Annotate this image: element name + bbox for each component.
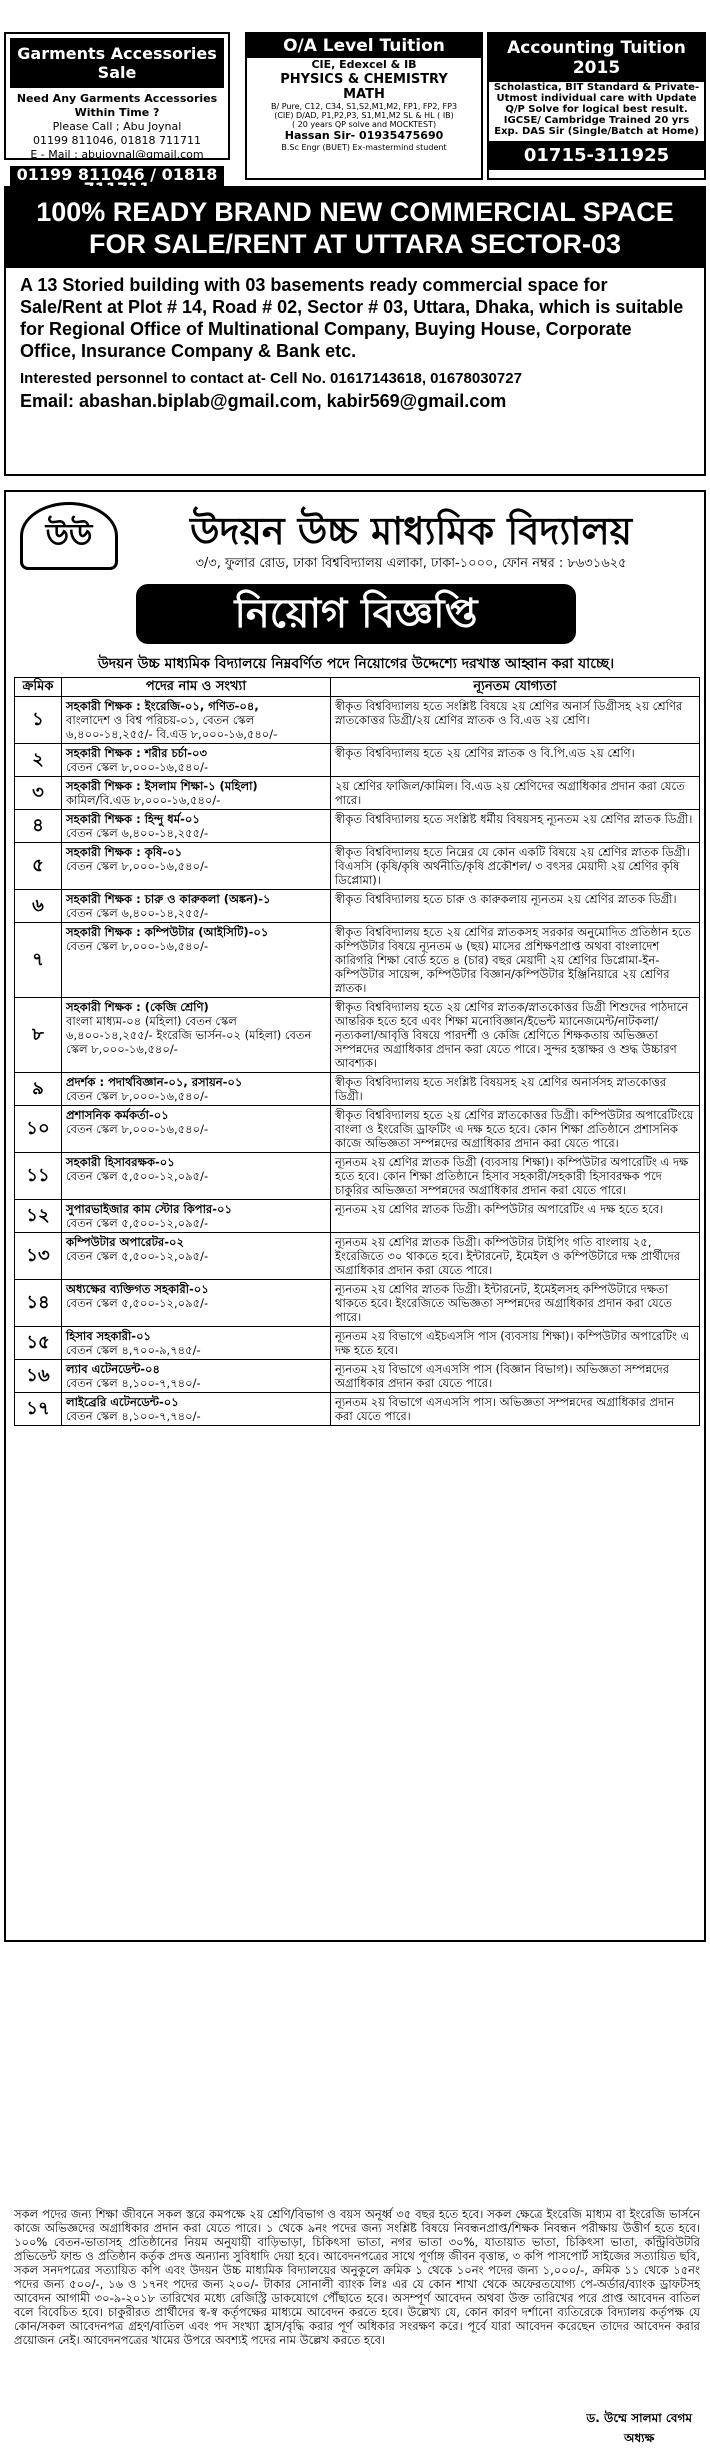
- row-post: [62, 998, 331, 1073]
- table-row: [15, 697, 700, 744]
- row-serial: ১৫: [15, 1327, 62, 1360]
- row-post-title: অধ্যক্ষের ব্যক্তিগত সহকারী-০১: [66, 1282, 209, 1296]
- row-qualification: স্বীকৃত বিশ্ববিদ্যালয় হতে ২য় শ্রেণির স্নাতকোত্তর ডিগ্রী। কম্পিউটার অপারেটিংয়ে বাংলা ও ইংরেজি ড্রাফটিং এ দক্ষ হতে হবে। কোন শিক্ষা প্রতিষ্ঠানে প্রশাসনিক কাজে অভিজ্ঞতা সম্পন্নদের অগ্রাধিকার প্রদান করা যেতে পারে।: [331, 1106, 700, 1153]
- garments-ad: [4, 32, 230, 184]
- row-qualification: ন্যূনতম ২য় বিভাগে এসএসসি পাস। অভিজ্ঞতা সম্পন্নদের অগ্রাধিকার প্রদান করা যেতে পারে।: [331, 1393, 700, 1426]
- row-qualification: ন্যূনতম ২য় শ্রেণির স্নাতক ডিগ্রী (ব্যবসায় শিক্ষা)। কম্পিউটার অপারেটিং এ দক্ষ হতে হবে। কোন শিক্ষা প্রতিষ্ঠানে হিসাব সহকারী/সহকারী হিসাবরক্ষক পদে চাকুরির অভিজ্ঞতা সম্পন্নদের অগ্রাধিকার প্রদান করা যেতে পারে।: [331, 1153, 700, 1200]
- row-post: [62, 1280, 331, 1327]
- row-post-title: সুপারভাইজার কাম স্টোর কিপার-০১: [66, 1202, 232, 1216]
- tuition-ad-line3: ( 20 years QP solve and MOCKTEST): [291, 120, 437, 129]
- school-address: ৩/৩, ফুলার রোড, ঢাকা বিশ্ববিদ্যালয় এলাকা, ঢাকা-১০০০, ফোন নম্বর : ৮৬৩১৬২৫: [195, 556, 627, 571]
- commercial-space-ad: [4, 186, 706, 476]
- row-post-detail: বেতন স্কেল ৮,০০০-১৬,৫৪০/-: [66, 1089, 209, 1103]
- row-qualification: স্বীকৃত বিশ্ববিদ্যালয় হতে নিম্নের যে কোন একটি বিষয়ে ২য় শ্রেণির স্নাতক ডিগ্রী। বিএসসি (কৃষি/কৃষি অর্থনীতি/কৃষি প্রকৌশল/ ৩ বৎসর মেয়াদী ২য় শ্রেণির কৃষি ডিপ্লোমা)।: [331, 843, 700, 890]
- table-row: [15, 777, 700, 810]
- posts-table: [14, 677, 700, 1426]
- notice-footer: সকল পদের জন্য শিক্ষা জীবনে সকল স্তরে কমপক্ষে ২য় শ্রেণি/বিভাগ ও বয়স অনূর্ধ্ব ৩৫ বছর হতে হবে। সকল ক্ষেত্রে ইংরেজি মাধ্যম বা ইংরেজি ভার্সনে কাজে অভিজ্ঞদের অগ্রাধিকার প্রদান করা যেতে পারে। ১ থেকে ৯নং পদের জন্য সংশ্লিষ্ট বিষয়ে নিবন্ধনপ্রাপ্ত/শিক্ষক নিবন্ধন পরীক্ষায় উত্তীর্ণ হতে হবে। ১০০% বেতন-ভাতাসহ প্রতিষ্ঠানের নিয়ম অনুযায়ী বাড়িভাড়া, চিকিৎসা ভাতা, নগর ভাতা ৩০%, যাতায়াত ভাতা, চিকিৎসা ভাতা, কন্ট্রিবিউটরি প্রভিডেন্ট ফান্ড ও প্রতিষ্ঠান কর্তৃক প্রদত্ত অন্যান্য সুবিধাদি দেয়া হবে। আবেদনপত্রের সাথে পূর্ণাঙ্গ জীবন বৃত্তান্ত, ৩ কপি পাসপোর্ট সাইজের সত্যায়িত ছবি, সকল সনদপত্রের সত্যায়িত কপি এবং উদয়ন উচ্চ মাধ্যমিক বিদ্যালয়ের অনুকূলে ক্রমিক ১ থেকে ১০নং পদের জন্য ১,০০০/-, ক্রমিক ১১ থেকে ১৫নং পদের জন্য ৫০০/-, ১৬ ও ১৭নং পদের জন্য ২০০/- টাকার সোনালী ব্যাংক লিঃ এর যে কোন শাখা থেকে অফেরতযোগ্য পে-অর্ডার/ব্যাংক ড্রাফটসহ আবেদন আগামী ৩০-৯-২০১৮ তারিখের মধ্যে রেজিস্ট্রি ডাকযোগে পৌঁছাতে হবে। অসম্পূর্ণ আবেদন অথবা উক্ত তারিখের পরে প্রাপ্ত আবেদন বাতিল বলে বিবেচিত হবে। চাকুরীরত প্রার্থীদের স্ব-স্ব কর্তৃপক্ষের মাধ্যমে আবেদন করতে হবে। উল্লেখ্য যে, কোন কারণ দর্শানো ব্যতিরেকে বিদ্যালয় কর্তৃপক্ষ যে কোন/সকল আবেদনপত্র গ্রহণ/বাতিল এবং পদ সংখ্যা হ্রাস/বৃদ্ধি করার পূর্ণ অধিকার সংরক্ষণ করে। পূর্বে যারা আবেদন করেছেন তাদের আবেদন করার প্রয়োজন নেই। আবেদনপত্রের খামের উপরে অবশ্যই পদের নাম উল্লেখ করতে হবে।: [14, 2207, 700, 2347]
- row-post-detail: বেতন স্কেল ৫,৫০০-১২,০৯৫/-: [66, 1249, 209, 1263]
- table-row: [15, 1073, 700, 1106]
- row-post-title: সহকারী হিসাবরক্ষক-০১: [66, 1155, 175, 1169]
- accounting-ad-line1: Scholastica, BIT Standard & Private-: [493, 82, 700, 93]
- row-post-title: হিসাব সহকারী-০১: [66, 1329, 152, 1343]
- row-post: [62, 1360, 331, 1393]
- row-post-title: প্রদর্শক : পদার্থবিজ্ঞান-০১, রসায়ন-০১: [66, 1075, 243, 1089]
- row-qualification: ন্যূনতম ২য় শ্রেণির স্নাতক ডিগ্রী। কম্পিউটার টাইপিং গতি বাংলায় ২৫, ইংরেজিতে ৩০ থাকতে হবে। ইন্টারনেট, ইমেইল ও কম্পিউটারে দক্ষ প্রার্থীদের অগ্রাধিকার প্রদান করা যেতে পারে।: [331, 1233, 700, 1280]
- row-serial: ১৬: [15, 1360, 62, 1393]
- signer-title: অধ্যক্ষ: [624, 2431, 655, 2445]
- row-serial: ১০: [15, 1106, 62, 1153]
- row-post-detail: বেতন স্কেল ৮,০০০-১৬,৫৪০/-: [66, 760, 209, 774]
- accounting-ad-line4: IGCSE/ Cambridge Trained 20 yrs: [503, 115, 690, 126]
- row-serial: ৫: [15, 843, 62, 890]
- row-qualification: স্বীকৃত বিশ্ববিদ্যালয় হতে চারু ও কারুকলায় ন্যূনতম ২য় শ্রেণির স্নাতক ডিগ্রী।: [331, 890, 700, 923]
- row-post-detail: বেতন স্কেল ৪,১০০-৭,৭৪০/-: [66, 1376, 201, 1390]
- commercial-ad-body: A 13 Storied building with 03 basements ready commercial space for Sale/Rent at Plot # 14, Road # 02, Sector # 03, Uttara, Dhaka, which is suitable for Regional Office of Multinational Company, Buying House, Corporate Office, Insurance Company & Bank etc.: [20, 275, 684, 361]
- row-post-title: কম্পিউটার অপারেটর-০২: [66, 1235, 184, 1249]
- row-post-detail: বেতন স্কেল ৮,০০০-১৬,৫৪০/-: [66, 1122, 209, 1136]
- header-post: পদের নাম ও সংখ্যা: [62, 678, 331, 697]
- row-serial: ২: [15, 744, 62, 777]
- row-post: [62, 923, 331, 998]
- row-post-title: ল্যাব এটেনডেন্ট-০৪: [66, 1362, 160, 1376]
- row-post-title: সহকারী শিক্ষক : চারু ও কারুকলা (অঙ্কন)-১: [66, 892, 271, 906]
- garments-ad-email: E - Mail : abujoynal@gmail.com: [30, 148, 204, 161]
- row-serial: ১: [15, 697, 62, 744]
- row-post-detail: বেতন স্কেল ৬,৪০০-১৪,২৫৫/-: [66, 826, 209, 840]
- tuition-ad-line1: B/ Pure, C12, C34, S1,S2,M1,M2, FP1, FP2, FP3: [270, 102, 458, 111]
- notice-title: নিয়োগ বিজ্ঞপ্তি: [136, 584, 576, 644]
- commercial-ad-title-2: FOR SALE/RENT AT UTTARA SECTOR-03: [88, 229, 621, 259]
- row-serial: ১২: [15, 1200, 62, 1233]
- row-post-title: সহকারী শিক্ষক : ইসলাম শিক্ষা-১ (মহিলা): [66, 779, 258, 793]
- row-post: [62, 810, 331, 843]
- row-serial: ১৭: [15, 1393, 62, 1426]
- row-qualification: স্বীকৃত বিশ্ববিদ্যালয় হতে ২য় শ্রেণির স্নাতক/স্নাতকোত্তর ডিগ্রী শিশুদের পাঠদানে আন্তরিক হতে হবে এবং শিক্ষা মনোবিজ্ঞান/ইভেন্ট ম্যানেজমেন্ট/নাটকলা/নৃত্যকলা/আবৃত্তি বিষয়ে পারদর্শী ও কেজি শ্রেণিতে শিক্ষকতায় অভিজ্ঞতা সম্পন্নদের অগ্রাধিকার প্রদান করা যেতে পারে। সুন্দর হস্তাক্ষর ও শুদ্ধ উচ্চারণ আবশ্যক।: [331, 998, 700, 1073]
- row-post-title: সহকারী শিক্ষক : শরীর চর্চা-০৩: [66, 746, 207, 760]
- table-row: [15, 1106, 700, 1153]
- row-post-detail: বেতন স্কেল ৮,০০০-১৬,৫৪০/-: [66, 939, 209, 953]
- tuition-ad-math: MATH: [343, 87, 385, 102]
- row-post-detail: বেতন স্কেল ৫,৫০০-১২,০৯৫/-: [66, 1296, 209, 1310]
- row-post-detail: বেতন স্কেল ৬,৪০০-১৪,২৫৫/-: [66, 906, 209, 920]
- commercial-ad-title-1: 100% READY BRAND NEW COMMERCIAL SPACE: [36, 197, 674, 227]
- table-row: [15, 1393, 700, 1426]
- row-post-title: সহকারী শিক্ষক : হিন্দু ধর্ম-০১: [66, 812, 200, 826]
- garments-ad-phones: 01199 811046, 01818 711711: [33, 134, 201, 147]
- row-post-detail: বেতন স্কেল ৫,৫০০-১২,০৯৫/-: [66, 1216, 209, 1230]
- row-qualification: ন্যূনতম ২য় বিভাগে এসএসসি পাস (বিজ্ঞান বিভাগ)। অভিজ্ঞতা সম্পন্নদের অগ্রাধিকার প্রদান করা যেতে পারে।: [331, 1360, 700, 1393]
- row-post-detail: বেতন স্কেল ৪,১০০-৭,৭৪০/-: [66, 1409, 201, 1423]
- row-post: [62, 843, 331, 890]
- school-logo: উউ: [20, 502, 118, 570]
- table-row: [15, 744, 700, 777]
- row-post: [62, 1073, 331, 1106]
- tuition-ad-subjects: PHYSICS & CHEMISTRY: [280, 72, 448, 87]
- row-post-detail: কামিল/বি.এড ৮,০০০-১৬,৫৪০/-: [66, 793, 221, 807]
- table-row: [15, 923, 700, 998]
- garments-ad-line2: Within Time ?: [74, 106, 160, 119]
- row-post-detail: বাংলাদেশ ও বিশ্ব পরিচয়-০১, বেতন স্কেল ৬,৪০০-১৪,২৫৫/- বি.এড ৮,০০০-১৬,৫৪০/-: [66, 713, 278, 741]
- row-qualification: ন্যূনতম ২য় বিভাগে এইচএসসি পাস (ব্যবসায় শিক্ষা)। কম্পিউটার অপারেটিং এ দক্ষ হতে হবে।: [331, 1327, 700, 1360]
- tuition-ad: [245, 32, 483, 180]
- commercial-ad-email: Email: abashan.biplab@gmail.com, kabir569@gmail.com: [20, 391, 507, 411]
- row-serial: ১৪: [15, 1280, 62, 1327]
- row-post-title: সহকারী শিক্ষক : ইংরেজি-০১, গণিত-০৪,: [66, 699, 259, 713]
- row-qualification: ২য় শ্রেণির ফাজিল/কামিল। বি.এড ২য় শ্রেণিদের অগ্রাধিকার প্রদান করা যেতে পারে।: [331, 777, 700, 810]
- row-post-title: সহকারী শিক্ষক : (কেজি শ্রেণি): [66, 1000, 209, 1014]
- table-row: [15, 810, 700, 843]
- row-qualification: স্বীকৃত বিশ্ববিদ্যালয় হতে ২য় শ্রেণির স্নাতকসহ সরকার অনুমোদিত প্রতিষ্ঠান হতে কম্পিউটার বিষয়ে ন্যূনতম ৬ (ছয়) মাসের প্রশিক্ষণপ্রাপ্ত অথবা বাংলাদেশ কারিগরি শিক্ষা বোর্ড হতে ৪ (চার) বছর মেয়াদী ২য় শ্রেণির ডিপ্লোমা-ইন-কম্পিউটার সায়েন্স, কম্পিউটার বিজ্ঞান/কম্পিউটার ইঞ্জিনিয়ারে ২য় শ্রেণির স্নাতক।: [331, 923, 700, 998]
- row-post: [62, 890, 331, 923]
- row-post: [62, 1153, 331, 1200]
- row-post-title: সহকারী শিক্ষক : কৃষি-০১: [66, 845, 183, 859]
- row-post-title: সহকারী শিক্ষক : কম্পিউটার (আইসিটি)-০১: [66, 925, 269, 939]
- recruitment-notice: [4, 490, 706, 2445]
- row-serial: ৩: [15, 777, 62, 810]
- header-serial: ক্রমিক: [15, 678, 62, 697]
- row-serial: ১৩: [15, 1233, 62, 1280]
- commercial-ad-contact: Interested personnel to contact at- Cell No. 01617143618, 01678030727: [20, 370, 522, 387]
- row-post: [62, 1106, 331, 1153]
- row-qualification: স্বীকৃত বিশ্ববিদ্যালয় হতে সংশ্লিষ্ট ধর্মীয় বিষয়সহ ন্যূনতম ২য় শ্রেণির স্নাতক ডিগ্রী।: [331, 810, 700, 843]
- garments-ad-title: Garments Accessories Sale: [10, 38, 224, 88]
- row-post-detail: বেতন স্কেল ৪,৭০০-৯,৭৪৫/-: [66, 1343, 201, 1357]
- accounting-ad-line3: Q/P Solve for logical best result.: [505, 104, 688, 115]
- table-row: [15, 1360, 700, 1393]
- table-row: [15, 1233, 700, 1280]
- row-post: [62, 697, 331, 744]
- row-post: [62, 744, 331, 777]
- table-row: [15, 998, 700, 1073]
- row-post-detail: বাংলা মাধ্যম-০৪ (মহিলা) বেতন স্কেল ৬,৪০০-১৪,২৫৫/- ইংরেজি ভার্সন-০২ (মহিলা) বেতন স্কেল ৮,০০০-১৬,৫৪০/-: [66, 1014, 312, 1056]
- tuition-ad-boards: CIE, Edexcel & IB: [311, 58, 417, 71]
- tuition-ad-title: O/A Level Tuition: [247, 34, 481, 58]
- accounting-ad: [487, 32, 706, 180]
- accounting-ad-title: Accounting Tuition 2015: [489, 34, 704, 82]
- tuition-ad-creds: B.Sc Engr (BUET) Ex-mastermind student: [281, 143, 447, 152]
- signer: [586, 2410, 692, 2450]
- row-qualification: ন্যূনতম ২য় শ্রেণির স্নাতক ডিগ্রী। কম্পিউটার অপারেটিং এ দক্ষ হতে হবে।: [331, 1200, 700, 1233]
- header-qualification: ন্যূনতম যোগ্যতা: [331, 678, 700, 697]
- row-serial: ৭: [15, 923, 62, 998]
- row-serial: ৮: [15, 998, 62, 1073]
- row-qualification: স্বীকৃত বিশ্ববিদ্যালয় হতে ২য় শ্রেণির স্নাতক ও বি.পি.এড ২য় শ্রেণি।: [331, 744, 700, 777]
- row-post: [62, 1393, 331, 1426]
- table-row: [15, 1280, 700, 1327]
- row-serial: ৬: [15, 890, 62, 923]
- row-serial: ৯: [15, 1073, 62, 1106]
- row-qualification: স্বীকৃত বিশ্ববিদ্যালয় হতে সংশ্লিষ্ট বিষয়ে ২য় শ্রেণির অনার্স ডিগ্রীসহ ২য় শ্রেণির স্নাতকোত্তর ডিগ্রী/২য় শ্রেণির স্নাতক ও বি.এড ২য় শ্রেণি।: [331, 697, 700, 744]
- school-name: উদয়ন উচ্চ মাধ্যমিক বিদ্যালয়: [189, 509, 633, 553]
- row-qualification: স্বীকৃত বিশ্ববিদ্যালয় হতে সংশ্লিষ্ট বিষয়সহ ২য় শ্রেণির অনার্সসহ স্নাতকোত্তর ডিগ্রী।: [331, 1073, 700, 1106]
- row-post-title: প্রশাসনিক কর্মকর্তা-০১: [66, 1108, 169, 1122]
- row-post: [62, 1200, 331, 1233]
- garments-ad-line1: Need Any Garments Accessories: [16, 92, 218, 105]
- tuition-ad-teacher: Hassan Sir- 01935475690: [284, 129, 444, 142]
- row-serial: ১১: [15, 1153, 62, 1200]
- tuition-ad-line2: (CIE) D/AD, P1,P2,P3, S1,M1,M2 SL & HL ( IB): [274, 111, 454, 120]
- row-serial: ৪: [15, 810, 62, 843]
- row-post-title: লাইব্রেরি এটেনডেন্ট-০১: [66, 1395, 179, 1409]
- accounting-ad-line2: Utmost individual care with Update: [496, 93, 697, 104]
- row-post: [62, 1233, 331, 1280]
- row-post-detail: বেতন স্কেল ৫,৫০০-১২,০৯৫/-: [66, 1169, 209, 1183]
- accounting-ad-line5: Exp. DAS Sir (Single/Batch at Home): [494, 126, 699, 137]
- accounting-ad-phone: 01715-311925: [489, 141, 704, 170]
- notice-intro: উদয়ন উচ্চ মাধ্যমিক বিদ্যালয়ে নিম্নবর্ণিত পদে নিয়োগের উদ্দেশ্যে দরখাস্ত আহ্বান করা যাচ্ছে।: [97, 656, 615, 672]
- row-post-detail: বেতন স্কেল ৮,০০০-১৬,৫৪০/-: [66, 859, 209, 873]
- table-row: [15, 1153, 700, 1200]
- table-row: [15, 890, 700, 923]
- garments-ad-line3: Please Call ; Abu Joynal: [52, 120, 182, 133]
- signer-name: ড. উম্মে সালমা বেগম: [586, 2411, 692, 2425]
- table-row: [15, 843, 700, 890]
- row-qualification: ন্যূনতম ২য় শ্রেণির স্নাতক ডিগ্রী। ইন্টারনেট, ইমেইলসহ কম্পিউটারে দক্ষতা থাকতে হবে। ইংরেজিতে অভিজ্ঞতা সম্পন্নদের অগ্রাধিকার প্রদান করা যেতে পারে।: [331, 1280, 700, 1327]
- table-row: [15, 1200, 700, 1233]
- row-post: [62, 777, 331, 810]
- garments-ad-footer-phones: 01199 811046 / 01818: [10, 166, 224, 198]
- table-row: [15, 1327, 700, 1360]
- row-post: [62, 1327, 331, 1360]
